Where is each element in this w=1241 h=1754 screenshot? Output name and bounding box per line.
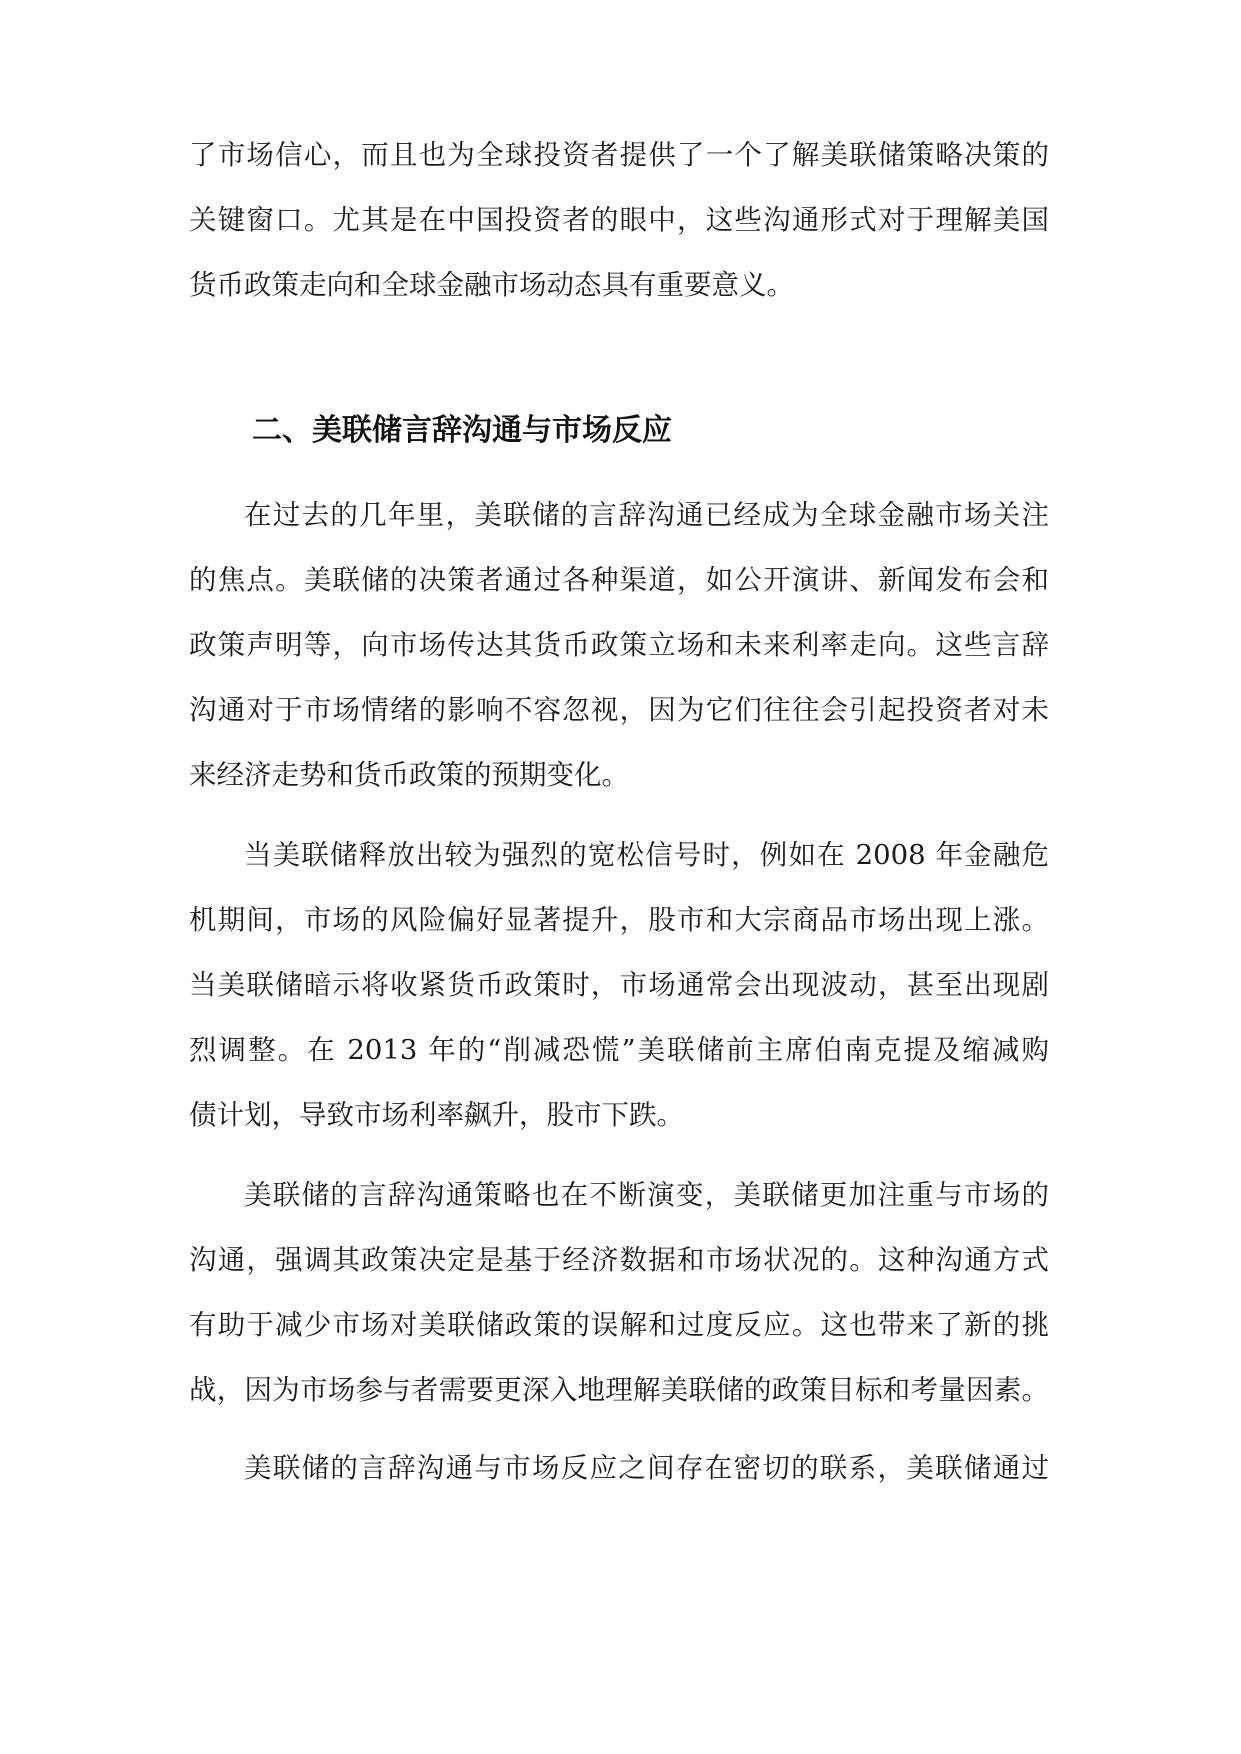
- paragraph-line: 有助于减少市场对美联储政策的误解和过度反应。这也带来了新的挑: [189, 1309, 1049, 1341]
- paragraph-line: 关键窗口。尤其是在中国投资者的眼中，这些沟通形式对于理解美国: [189, 204, 1049, 236]
- paragraph-line: 债计划，导致市场利率飙升，股市下跌。: [189, 1099, 684, 1131]
- paragraph-line: 政策声明等，向市场传达其货币政策立场和未来利率走向。这些言辞: [189, 629, 1049, 661]
- paragraph-line: 战，因为市场参与者需要更深入地理解美联储的政策目标和考量因素。: [189, 1374, 1049, 1406]
- paragraph-line: 烈调整。在 2013 年的“削减恐慌”美联储前主席伯南克提及缩减购: [189, 1034, 1049, 1066]
- paragraph-line: 沟通对于市场情绪的影响不容忽视，因为它们往往会引起投资者对未: [189, 694, 1049, 726]
- paragraph-line: 机期间，市场的风险偏好显著提升，股市和大宗商品市场出现上涨。: [189, 904, 1049, 936]
- paragraph-line: 来经济走势和货币政策的预期变化。: [189, 759, 629, 791]
- paragraph-line: 的焦点。美联储的决策者通过各种渠道，如公开演讲、新闻发布会和: [189, 564, 1049, 596]
- paragraph-line: 货币政策走向和全球金融市场动态具有重要意义。: [189, 269, 794, 301]
- paragraph-line: 当美联储暗示将收紧货币政策时，市场通常会出现波动，甚至出现剧: [189, 969, 1049, 1001]
- paragraph-line: 在过去的几年里，美联储的言辞沟通已经成为全球金融市场关注: [244, 499, 1049, 531]
- paragraph-line: 了市场信心，而且也为全球投资者提供了一个了解美联储策略决策的: [189, 139, 1049, 171]
- paragraph-line: 美联储的言辞沟通策略也在不断演变，美联储更加注重与市场的: [244, 1179, 1049, 1211]
- paragraph-line: 美联储的言辞沟通与市场反应之间存在密切的联系，美联储通过: [244, 1452, 1049, 1484]
- paragraph-line: 当美联储释放出较为强烈的宽松信号时，例如在 2008 年金融危: [244, 839, 1049, 871]
- section-heading: 二、美联储言辞沟通与市场反应: [252, 413, 672, 448]
- paragraph-line: 沟通，强调其政策决定是基于经济数据和市场状况的。这种沟通方式: [189, 1244, 1049, 1276]
